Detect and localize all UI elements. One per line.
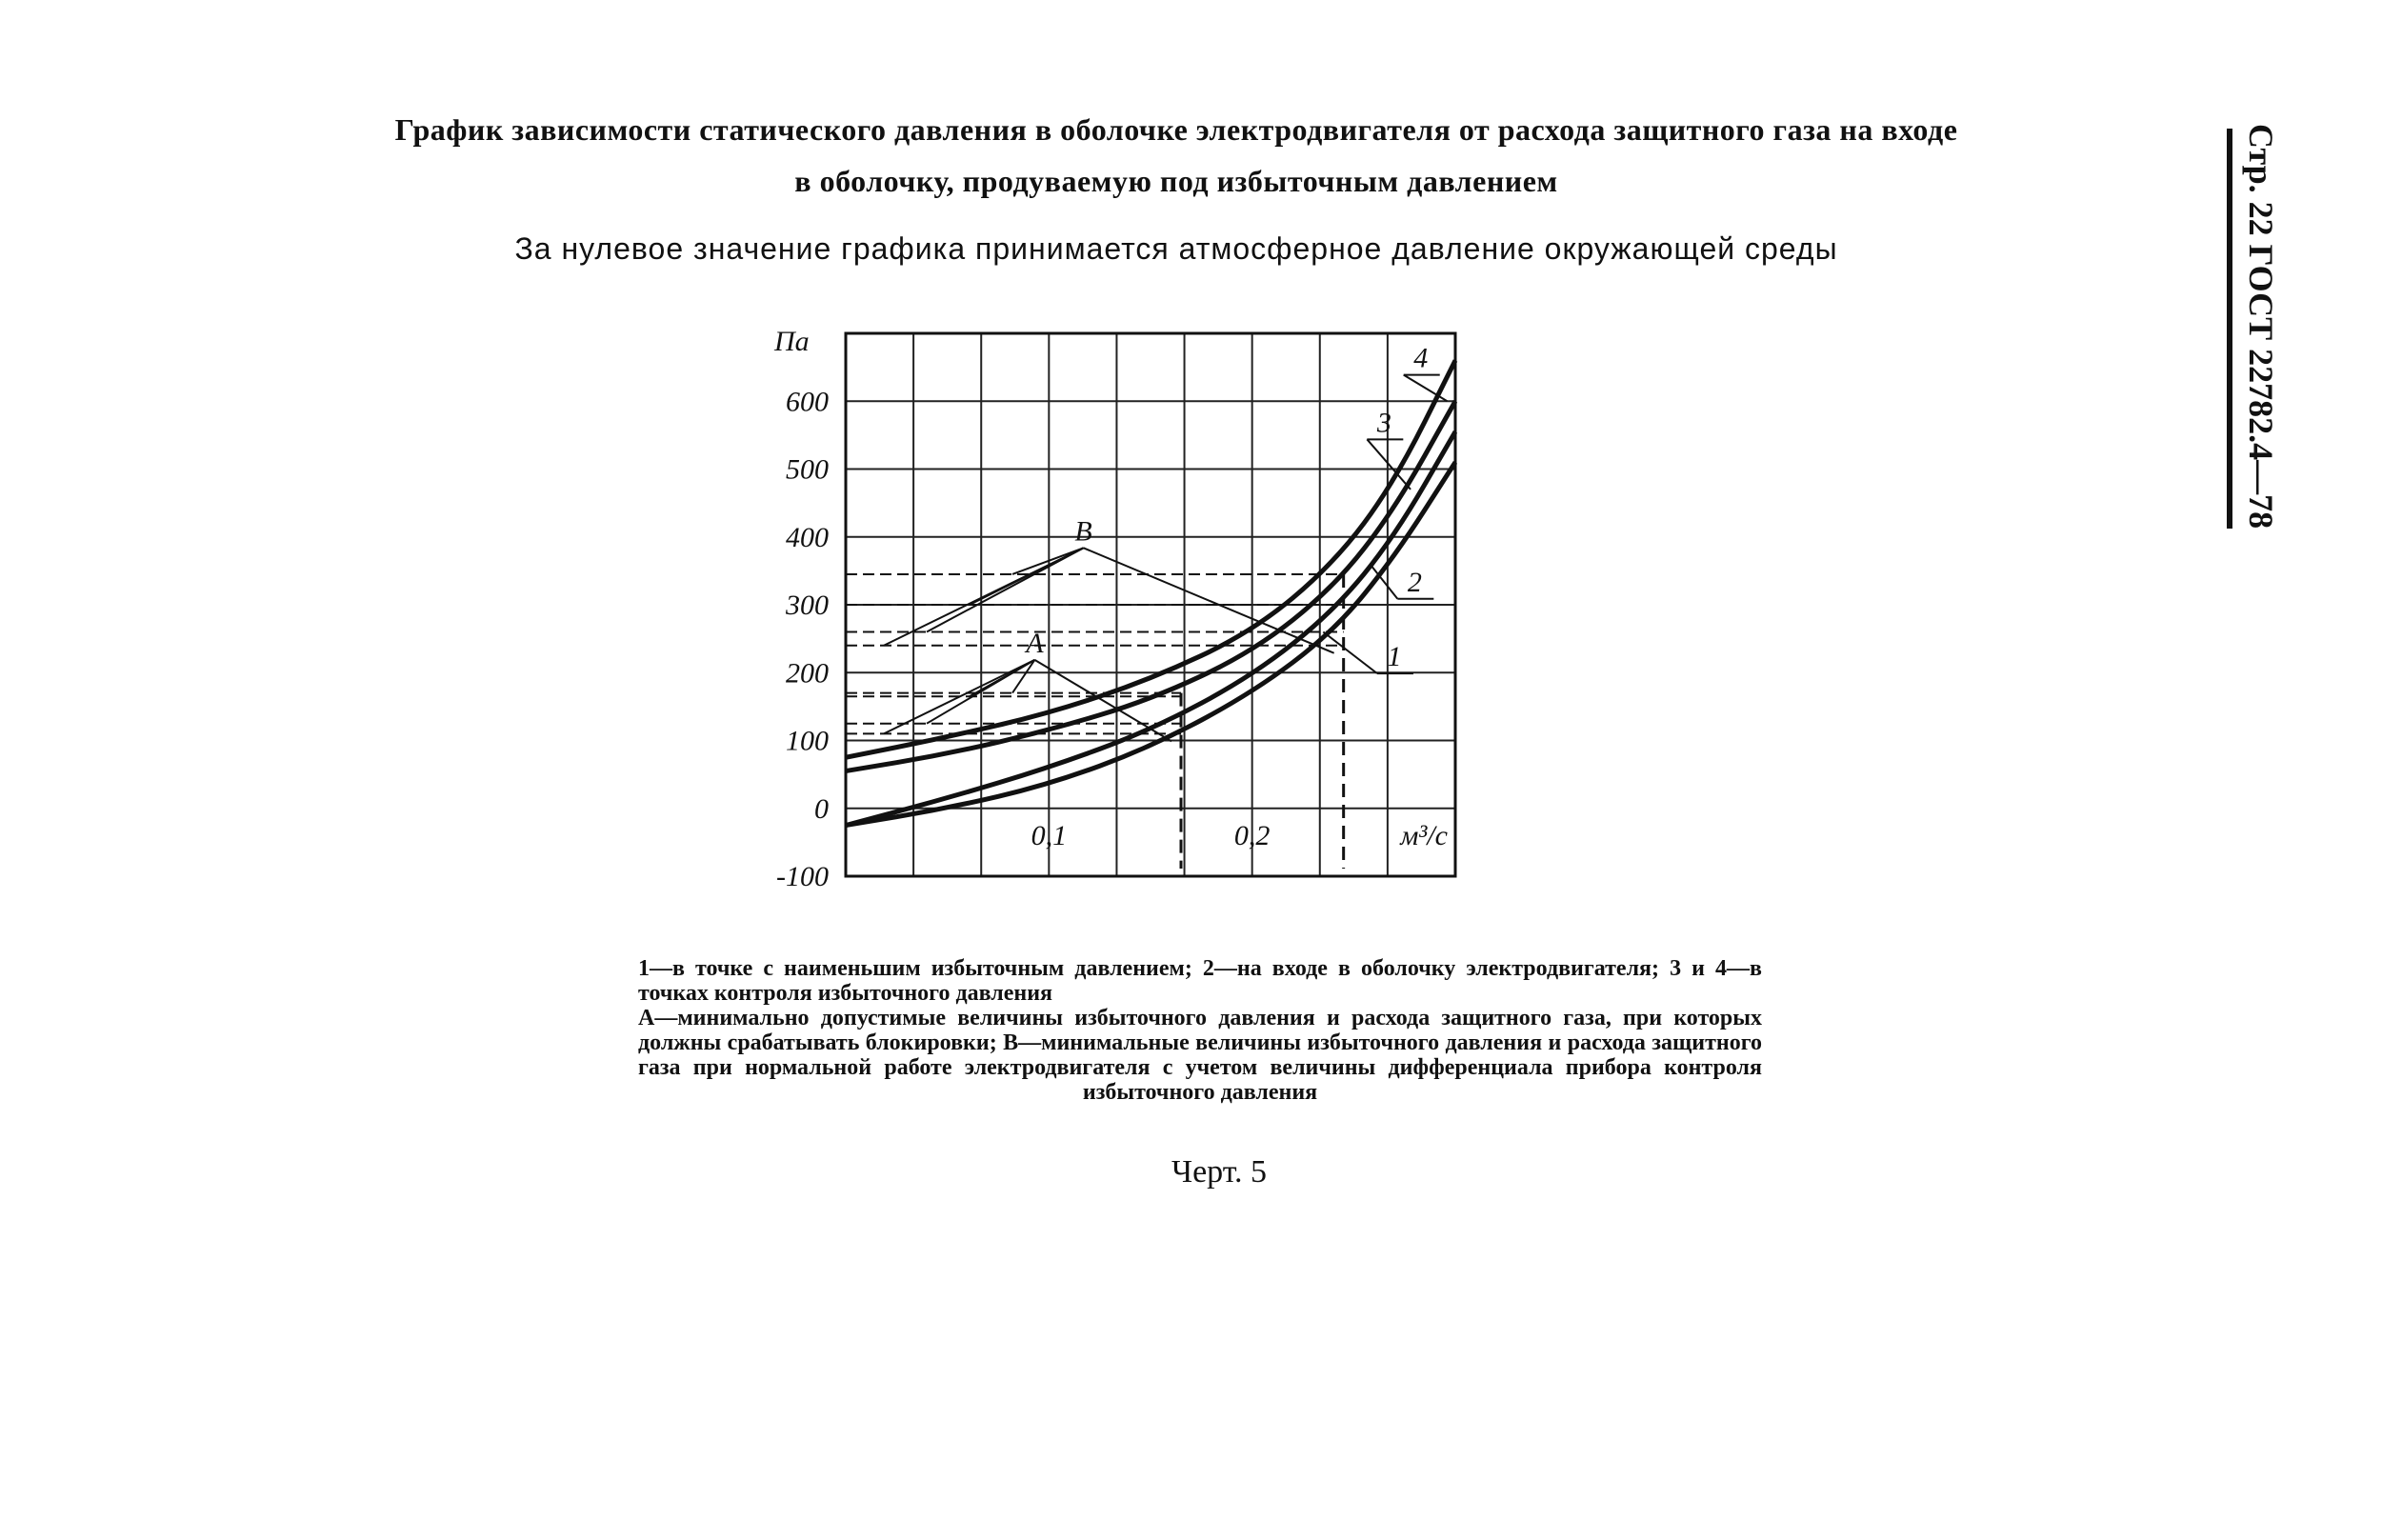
y-tick-label: 100	[786, 725, 829, 757]
y-tick-label: -100	[776, 861, 829, 892]
caption-annotations: А—минимально допустимые величины избыточного давления и расхода защитного газа, при которых должны срабатывать блокировки; В—минимальные величины избыточного давления и расхода защитного газа при нормальной работе электродвигателя с учетом величины дифференциала прибора контроля избыточного давления	[638, 1006, 1762, 1105]
caption-legend: 1—в точке с наименьшим избыточным давлением; 2—на входе в оболочку электродвигателя; 3 и 4—в точках контроля избыточного давления	[638, 956, 1762, 1006]
annotation-label-B: B	[1074, 515, 1092, 548]
x-axis-label: м³/с	[1400, 819, 1448, 851]
figure-label: Черт. 5	[1171, 1154, 1268, 1190]
curve-label-3: 3	[1376, 407, 1391, 439]
side-header-rule	[2227, 129, 2232, 529]
y-tick-label: 500	[786, 453, 829, 486]
y-tick-label: 400	[786, 521, 829, 553]
y-tick-label: 0	[814, 792, 829, 825]
series-line-3	[846, 401, 1455, 770]
curve-label-2: 2	[1407, 566, 1422, 598]
curve-label-4: 4	[1413, 342, 1429, 374]
y-axis-label: Па	[774, 326, 810, 357]
annotation-leader-B	[1012, 548, 1084, 574]
x-tick-label: 0,2	[1233, 819, 1271, 851]
chart-subtitle: За нулевое значение графика принимается атмосферное давление окружающей среды	[514, 231, 1838, 266]
annotation-leader-B	[1084, 548, 1334, 652]
chart-title-line1: График зависимости статического давления в оболочке электродвигателя от расхода защитного газа на входе	[394, 112, 1958, 147]
series-line-1	[846, 462, 1455, 825]
annotation-leader-B	[970, 548, 1084, 605]
pressure-flow-chart	[743, 314, 1524, 905]
annotation-leaders	[884, 375, 1447, 742]
y-tick-label: 600	[786, 386, 829, 418]
x-tick-label: 0,1	[1031, 819, 1068, 851]
y-tick-label: 200	[786, 657, 829, 690]
series-line-2	[846, 431, 1455, 825]
chart-series	[846, 361, 1455, 826]
annotation-label-A: A	[1026, 627, 1044, 659]
chart-title-line2: в оболочку, продуваемую под избыточным давлением	[794, 164, 1558, 198]
curve-label-1: 1	[1387, 641, 1402, 673]
y-tick-label: 300	[786, 590, 829, 621]
annotation-leader-A	[970, 660, 1034, 696]
side-header: Стр. 22 ГОСТ 22782.4—78	[2242, 124, 2280, 530]
